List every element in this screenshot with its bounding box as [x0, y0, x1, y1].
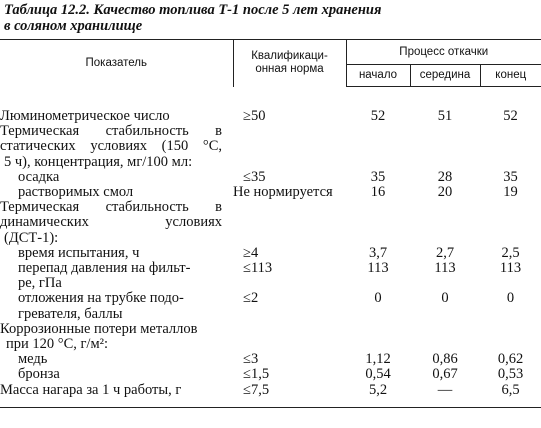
- table-row: [0, 87, 541, 125]
- row-end: 113: [499, 260, 522, 277]
- row-end: 19: [503, 184, 518, 201]
- row-start: 5,2: [368, 381, 388, 398]
- row-label: (ДСТ-1):: [4, 229, 59, 246]
- row-middle: 2,7: [435, 244, 455, 261]
- row-label: [0, 200, 233, 215]
- header-norm: [233, 40, 346, 87]
- table-row: [0, 261, 541, 276]
- row-label-text: динамических условиях: [0, 214, 222, 231]
- row-label: время испытания, ч: [18, 244, 140, 261]
- row-norm: ≤35: [243, 168, 266, 185]
- table-row: [0, 291, 541, 306]
- row-middle: 20: [437, 184, 453, 201]
- table-row: [0, 170, 541, 185]
- table-row: [0, 185, 541, 200]
- table-bottom-rule: [0, 407, 541, 408]
- table-row: [0, 367, 541, 382]
- row-start: 35: [370, 168, 386, 185]
- table-row: [0, 337, 541, 352]
- row-label: перепад давления на фильт-: [18, 260, 191, 277]
- row-end: 0: [506, 290, 515, 307]
- table-row: [0, 200, 541, 215]
- table-row: [0, 231, 541, 246]
- table-row: [0, 155, 541, 170]
- header-process: Процесс откачки: [346, 40, 541, 65]
- row-end: 52: [503, 108, 518, 124]
- row-middle: 51: [437, 108, 453, 124]
- row-norm: ≤3: [243, 351, 259, 368]
- row-norm: Не нормируется: [233, 184, 333, 201]
- caption-line-2: в соляном хранилище: [4, 18, 143, 34]
- row-start: 0,54: [365, 366, 391, 383]
- row-label: Масса нагара за 1 ч работы, г: [0, 381, 182, 398]
- row-label: [0, 139, 233, 154]
- row-label: 5 ч), концентрация, мг/100 мл:: [4, 153, 193, 170]
- table-row: [0, 246, 541, 261]
- row-label: [0, 124, 233, 139]
- header-indicator: Показатель: [0, 40, 233, 87]
- row-middle: 0,86: [432, 351, 458, 368]
- row-end: 6,5: [501, 381, 520, 398]
- row-label: растворимых смол: [18, 184, 134, 201]
- header-norm-line-2: онная норма: [255, 63, 324, 76]
- row-label: бронза: [18, 366, 60, 383]
- row-start: 1,12: [365, 351, 391, 368]
- fuel-quality-table: [0, 39, 541, 398]
- table-row: [0, 124, 541, 139]
- table-row: [0, 383, 541, 398]
- row-end: 0,53: [497, 366, 524, 383]
- row-label-text: Термическая стабильность в: [0, 123, 222, 140]
- table-row: [0, 307, 541, 322]
- row-end: 2,5: [501, 244, 520, 261]
- row-start: 16: [370, 184, 386, 201]
- table-row: [0, 322, 541, 337]
- row-label: медь: [18, 351, 48, 368]
- row-label: [0, 215, 233, 230]
- row-label-text: Термическая стабильность в: [0, 199, 222, 216]
- row-norm: ≤2: [243, 290, 259, 307]
- row-norm: ≥4: [243, 244, 259, 261]
- row-start: 3,7: [368, 244, 388, 261]
- row-label: отложения на трубке подо-: [18, 290, 184, 307]
- row-label: при 120 °С, г/м²:: [6, 336, 109, 353]
- row-middle: 28: [437, 168, 453, 185]
- header-norm-line-1: Квалификаци-: [251, 50, 328, 63]
- row-norm: ≥50: [243, 107, 266, 124]
- row-label: гревателя, баллы: [18, 305, 123, 322]
- row-end: 0,62: [497, 351, 524, 368]
- row-start: 52: [370, 108, 386, 124]
- header-start: начало: [346, 65, 410, 87]
- row-label: Люминометрическое число: [0, 107, 170, 124]
- row-norm: ≤7,5: [243, 381, 270, 398]
- row-end: 35: [503, 168, 518, 185]
- row-middle: 113: [434, 260, 456, 277]
- row-start: 0: [374, 290, 382, 307]
- header-middle: середина: [410, 65, 480, 87]
- table-row: [0, 215, 541, 230]
- header-end: конец: [480, 65, 541, 87]
- row-middle: —: [437, 381, 453, 398]
- row-label: ре, гПа: [18, 275, 62, 292]
- row-label: осадка: [18, 168, 60, 185]
- row-norm: ≤1,5: [243, 366, 270, 383]
- table-row: [0, 276, 541, 291]
- caption-line-1: Таблица 12.2. Качество топлива Т-1 после 5 лет хранения: [4, 2, 382, 18]
- row-middle: 0,67: [432, 366, 458, 383]
- row-norm: ≤113: [243, 260, 273, 277]
- row-start: 113: [367, 260, 389, 277]
- table-row: [0, 139, 541, 154]
- row-label-text: статических условиях (150 °С,: [0, 138, 222, 155]
- table-caption: [4, 2, 534, 34]
- row-label: Коррозионные потери металлов: [0, 320, 198, 337]
- table-row: [0, 352, 541, 367]
- row-middle: 0: [441, 290, 449, 307]
